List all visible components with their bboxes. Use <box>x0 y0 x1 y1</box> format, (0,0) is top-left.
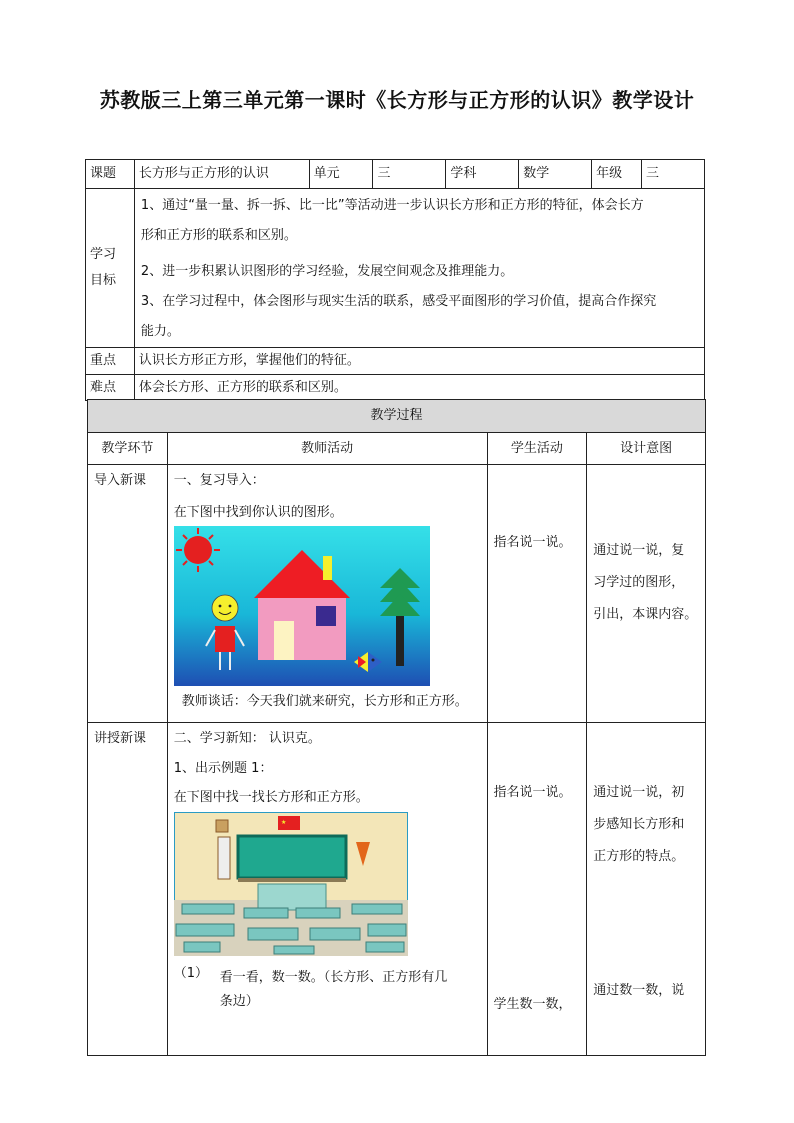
svg-text:★: ★ <box>280 818 287 826</box>
difficulty-value: 体会长方形、正方形的联系和区别。 <box>134 375 704 401</box>
col-teacher-header: 教师活动 <box>167 433 487 465</box>
goal-1-line-1: 1、通过“量一量、拆一拆、比一比”等活动进一步认识长方形和正方形的特征，体会长方 <box>140 198 644 213</box>
grade-value: 三 <box>642 160 705 189</box>
blackboard-icon <box>238 836 346 882</box>
course-info-table <box>85 159 705 401</box>
goal-3-line-2: 能力。 <box>140 324 180 339</box>
row2-intent-line1: 通过说一说，初 <box>593 785 685 800</box>
row1-stage: 导入新课 <box>88 465 168 723</box>
process-header: 教学过程 <box>88 400 706 433</box>
row1-student <box>487 465 587 723</box>
goal-1-line-2: 形和正方形的联系和区别。 <box>140 228 297 243</box>
goal-3-line-1: 3、在学习过程中，体会图形与现实生活的联系，感受平面图形的学习价值，提高合作探究 <box>140 294 657 309</box>
row1-intent <box>587 465 706 723</box>
goal-2: 2、进一步积累认识图形的学习经验，发展空间观念及推理能力。 <box>140 264 514 279</box>
row1-teacher <box>167 465 487 723</box>
row2-student-text2: 学生数一数， <box>493 996 572 1012</box>
topic-label: 课题 <box>86 160 135 189</box>
goals-label-line2: 目标 <box>90 273 117 288</box>
row2-question-num: （1） <box>173 965 209 981</box>
row2-teacher-line3: 在下图中找一找长方形和正方形。 <box>173 790 369 806</box>
row2-student-text1: 指名说一说。 <box>493 785 572 800</box>
learning-goals <box>134 189 704 348</box>
unit-value: 三 <box>373 160 446 189</box>
row2-teacher-line1: 二、学习新知： 认识克。 <box>173 731 321 746</box>
topic-value: 长方形与正方形的认识 <box>134 160 309 189</box>
row2-intent-line2: 步感知长方形和 <box>593 817 685 832</box>
row1-teacher-line1: 一、复习导入： <box>173 473 265 488</box>
row1-teacher-line2: 在下图中找到你认识的图形。 <box>173 504 343 520</box>
row2-intent-line4: 通过数一数，说 <box>593 983 685 998</box>
row2-question-line1: 看一看，数一数。（长方形、正方形有几 <box>219 969 448 985</box>
classroom-illustration <box>174 812 408 956</box>
row1-caption: 教师谈话：今天我们就来研究，长方形和正方形。 <box>181 694 468 710</box>
intro-scene-illustration <box>174 526 430 686</box>
row2-stage: 讲授新课 <box>88 723 168 1056</box>
row1-intent-line2: 习学过的图形， <box>593 575 685 590</box>
row2-intent <box>587 723 706 1056</box>
key-point-label: 重点 <box>86 348 135 375</box>
row2-teacher <box>167 723 487 1056</box>
goals-label <box>86 189 135 348</box>
col-stage-header: 教学环节 <box>88 433 168 465</box>
row1-student-text: 指名说一说。 <box>493 535 572 550</box>
document-title: 苏教版三上第三单元第一课时《长方形与正方形的认识》教学设计 <box>99 88 695 112</box>
key-point-value: 认识长方形正方形，掌握他们的特征。 <box>134 348 704 375</box>
row2-question <box>174 966 481 1014</box>
row2-intent-line3: 正方形的特点。 <box>593 849 685 864</box>
row2-student <box>487 723 587 1056</box>
row2-teacher-line2: 1、出示例题 1： <box>173 760 273 776</box>
teaching-process-table <box>87 399 706 1056</box>
difficulty-label: 难点 <box>86 375 135 401</box>
subject-label: 学科 <box>446 160 519 189</box>
row1-intent-line3: 引出，本课内容。 <box>593 607 698 622</box>
row1-intent-line1: 通过说一说，复 <box>593 543 685 558</box>
grade-label: 年级 <box>592 160 642 189</box>
col-student-header: 学生活动 <box>487 433 587 465</box>
goals-label-line1: 学习 <box>90 247 117 262</box>
subject-value: 数学 <box>519 160 592 189</box>
flag-icon <box>278 816 300 830</box>
col-intent-header: 设计意图 <box>587 433 706 465</box>
unit-label: 单元 <box>309 160 373 189</box>
row2-question-line2: 条边） <box>219 993 259 1009</box>
